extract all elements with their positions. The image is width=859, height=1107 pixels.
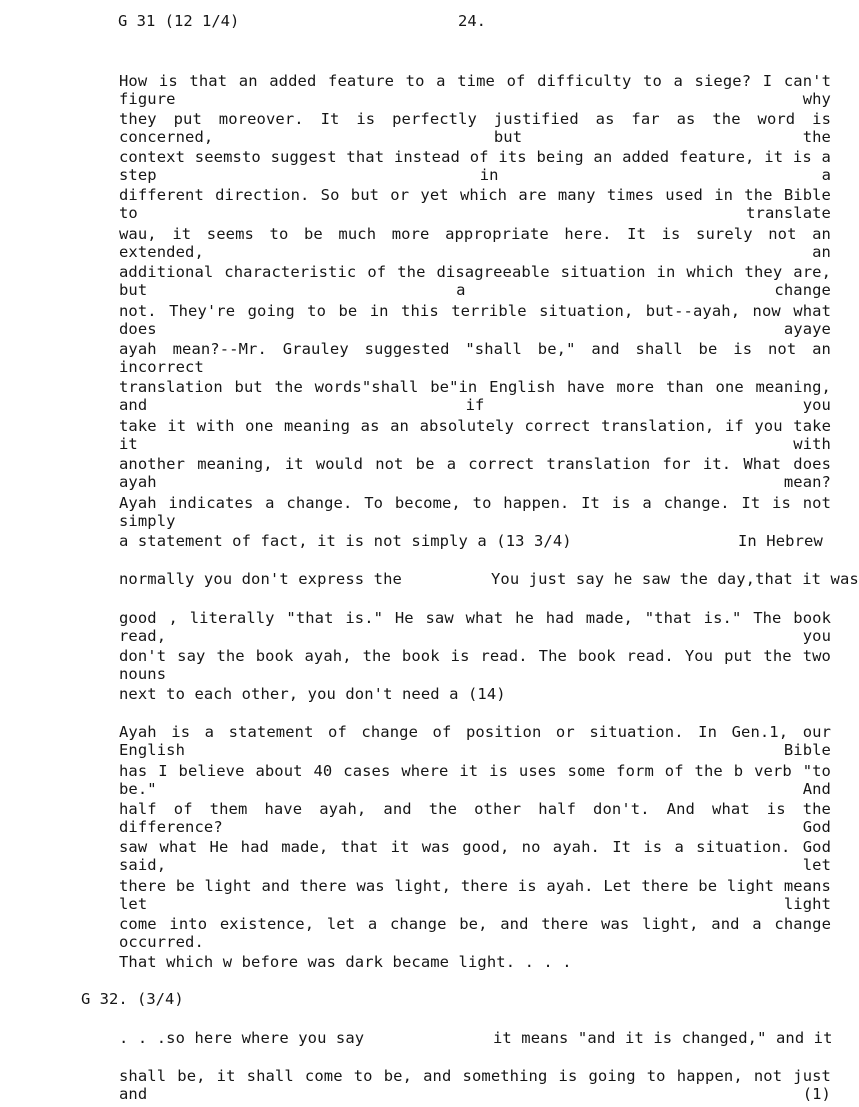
transcript-line: next to each other, you don't need a (14) bbox=[119, 685, 506, 703]
transcript-line: How is that an added feature to a time of difficulty to a siege? I can't figure why bbox=[119, 72, 831, 108]
transcript-line: come into existence, let a change be, and there was light, and a change occurred. bbox=[119, 915, 831, 951]
transcript-line: shall be, it shall come to be, and something is going to happen, not just and (1) bbox=[119, 1067, 831, 1103]
transcript-line: another meaning, it would not be a correct translation for it. What does ayah mean? bbox=[119, 455, 831, 491]
transcript-line: context seemsto suggest that instead of its being an added feature, it is a step in a bbox=[119, 148, 831, 184]
transcript-line: there be light and there was light, there is ayah. Let there be light means let light bbox=[119, 877, 831, 913]
gap-line-left: normally you don't express the bbox=[119, 570, 402, 588]
section-label: G 32. (3/4) bbox=[81, 990, 184, 1008]
transcript-line: wau, it seems to be much more appropriate here. It is surely not an extended, an bbox=[119, 225, 831, 261]
transcript-line-gap bbox=[119, 532, 831, 552]
gap-line-right: it means "and it is changed," and it bbox=[493, 1029, 833, 1047]
transcript-line-gap bbox=[119, 570, 859, 590]
transcript-line: they put moreover. It is perfectly justified as far as the word is concerned, but the bbox=[119, 110, 831, 146]
transcript-line: Ayah is a statement of change of position or situation. In Gen.1, our English Bible bbox=[119, 723, 831, 759]
transcript-line-gap bbox=[119, 1029, 831, 1049]
transcript-line: not. They're going to be in this terrible situation, but--ayah, now what does ayaye bbox=[119, 302, 831, 338]
transcript-line: different direction. So but or yet which are many times used in the Bible to translate bbox=[119, 186, 831, 222]
transcript-line: translation but the words"shall be"in English have more than one meaning, and if you bbox=[119, 378, 831, 414]
transcript-line: That which w before was dark became light. . . . bbox=[119, 953, 572, 971]
gap-line-right: You just say he saw the day,that it was bbox=[491, 570, 859, 588]
page-number: 24. bbox=[458, 12, 486, 30]
gap-line-right: In Hebrew bbox=[738, 532, 823, 550]
gap-line-left: . . .so here where you say bbox=[119, 1029, 365, 1047]
transcript-line: Ayah indicates a change. To become, to happen. It is a change. It is not simply bbox=[119, 494, 831, 530]
transcript-line: saw what He had made, that it was good, no ayah. It is a situation. God said, let bbox=[119, 838, 831, 874]
transcript-line: ayah mean?--Mr. Grauley suggested "shall be," and shall be is not an incorrect bbox=[119, 340, 831, 376]
gap-line-left: a statement of fact, it is not simply a (13 3/4) bbox=[119, 532, 572, 550]
header-reference: G 31 (12 1/4) bbox=[118, 12, 240, 30]
transcript-line: has I believe about 40 cases where it is uses some form of the b verb "to be." And bbox=[119, 762, 831, 798]
transcript-line: don't say the book ayah, the book is read. The book read. You put the two nouns bbox=[119, 647, 831, 683]
transcript-line: take it with one meaning as an absolutely correct translation, if you take it with bbox=[119, 417, 831, 453]
transcript-line: half of them have ayah, and the other half don't. And what is the difference? God bbox=[119, 800, 831, 836]
transcript-line: additional characteristic of the disagreeable situation in which they are, but a change bbox=[119, 263, 831, 299]
transcript-line: good , literally "that is." He saw what he had made, "that is." The book read, you bbox=[119, 609, 831, 645]
